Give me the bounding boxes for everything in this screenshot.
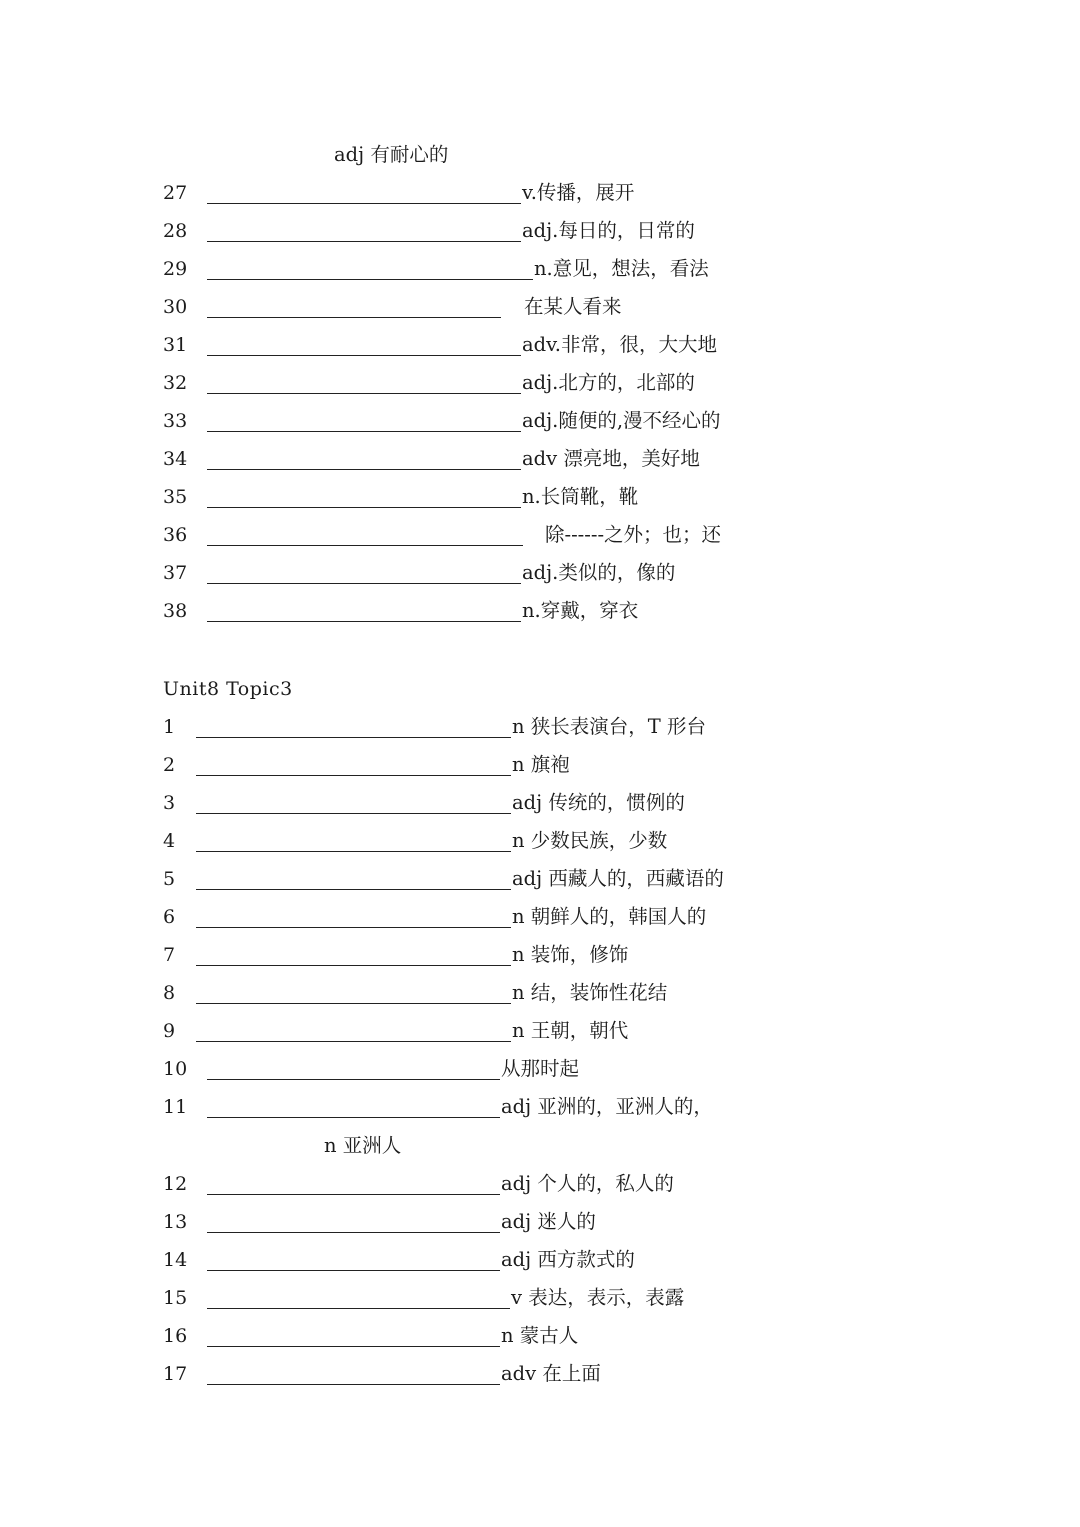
item-definition: adv 漂亮地，美好地 [522, 447, 700, 470]
answer-blank[interactable] [207, 393, 521, 394]
answer-blank[interactable] [207, 507, 521, 508]
item-number: 7 [163, 944, 176, 966]
answer-blank[interactable] [207, 1346, 500, 1347]
answer-blank[interactable] [207, 545, 523, 546]
answer-blank[interactable] [207, 1308, 510, 1309]
answer-blank[interactable] [196, 813, 511, 814]
item-number: 37 [163, 562, 188, 584]
item-number: 1 [163, 716, 176, 738]
item-definition: n 结，装饰性花结 [512, 981, 668, 1004]
item-definition: n 旗袍 [512, 753, 570, 776]
item-definition: adj 亚洲的，亚洲人的， [501, 1095, 713, 1118]
item-definition: n 少数民族，少数 [512, 829, 668, 852]
item-number: 32 [163, 372, 188, 394]
item-number: 11 [163, 1096, 188, 1118]
item-definition: n 狭长表演台，T 形台 [512, 715, 706, 738]
item-definition: adj 西方款式的 [501, 1248, 635, 1271]
answer-blank[interactable] [207, 1194, 500, 1195]
item-definition: 从那时起 [501, 1057, 580, 1080]
answer-blank[interactable] [207, 1232, 500, 1233]
answer-blank[interactable] [207, 583, 521, 584]
continuation-definition: adj 有耐心的 [334, 143, 449, 166]
item-definition: adj.北方的，北部的 [522, 371, 695, 394]
item-number: 6 [163, 906, 176, 928]
item-definition: adv.非常，很，大大地 [522, 333, 718, 356]
item-number: 5 [163, 868, 176, 890]
item-number: 28 [163, 220, 188, 242]
item-number: 30 [163, 296, 188, 318]
item-definition: adj 西藏人的，西藏语的 [512, 867, 724, 890]
answer-blank[interactable] [196, 965, 511, 966]
item-definition: v.传播，展开 [522, 181, 635, 204]
item-definition: n 蒙古人 [501, 1324, 579, 1347]
answer-blank[interactable] [196, 1003, 511, 1004]
answer-blank[interactable] [196, 927, 511, 928]
answer-blank[interactable] [196, 1041, 511, 1042]
item-number: 27 [163, 182, 188, 204]
item-definition: adj 传统的，惯例的 [512, 791, 685, 814]
answer-blank[interactable] [207, 1117, 500, 1118]
item-definition-continuation: n 亚洲人 [324, 1134, 402, 1157]
item-number: 8 [163, 982, 176, 1004]
answer-blank[interactable] [207, 1270, 500, 1271]
item-definition: adj.类似的，像的 [522, 561, 676, 584]
answer-blank[interactable] [207, 317, 501, 318]
item-number: 10 [163, 1058, 188, 1080]
item-definition: n 王朝，朝代 [512, 1019, 629, 1042]
item-number: 15 [163, 1287, 188, 1309]
item-definition: adj 迷人的 [501, 1210, 596, 1233]
item-definition: 除------之外；也；还 [545, 523, 722, 546]
item-number: 9 [163, 1020, 176, 1042]
item-definition: adj.每日的，日常的 [522, 219, 695, 242]
item-number: 34 [163, 448, 188, 470]
item-number: 29 [163, 258, 188, 280]
item-number: 38 [163, 600, 188, 622]
item-definition: adj.随便的,漫不经心的 [522, 409, 721, 432]
item-number: 13 [163, 1211, 188, 1233]
item-number: 31 [163, 334, 188, 356]
item-number: 17 [163, 1363, 188, 1385]
item-definition: 在某人看来 [524, 295, 622, 318]
item-number: 4 [163, 830, 176, 852]
answer-blank[interactable] [207, 621, 521, 622]
answer-blank[interactable] [207, 241, 521, 242]
answer-blank[interactable] [196, 737, 511, 738]
item-number: 36 [163, 524, 188, 546]
item-definition: v 表达，表示，表露 [511, 1286, 685, 1309]
answer-blank[interactable] [196, 889, 511, 890]
item-number: 14 [163, 1249, 188, 1271]
answer-blank[interactable] [207, 279, 533, 280]
answer-blank[interactable] [207, 1384, 500, 1385]
item-number: 12 [163, 1173, 188, 1195]
answer-blank[interactable] [196, 775, 511, 776]
item-number: 33 [163, 410, 188, 432]
item-number: 2 [163, 754, 176, 776]
item-number: 35 [163, 486, 188, 508]
answer-blank[interactable] [207, 1079, 500, 1080]
answer-blank[interactable] [207, 355, 521, 356]
answer-blank[interactable] [207, 431, 521, 432]
section-heading: Unit8 Topic3 [163, 678, 293, 700]
item-number: 3 [163, 792, 176, 814]
item-definition: n 装饰，修饰 [512, 943, 629, 966]
item-definition: n.穿戴，穿衣 [522, 599, 639, 622]
item-definition: n.意见，想法，看法 [534, 257, 709, 280]
answer-blank[interactable] [207, 203, 521, 204]
answer-blank[interactable] [196, 851, 511, 852]
item-definition: n 朝鲜人的，韩国人的 [512, 905, 707, 928]
item-number: 16 [163, 1325, 188, 1347]
item-definition: n.长筒靴，靴 [522, 485, 639, 508]
item-definition: adj 个人的，私人的 [501, 1172, 674, 1195]
answer-blank[interactable] [207, 469, 521, 470]
item-definition: adv 在上面 [501, 1362, 601, 1385]
